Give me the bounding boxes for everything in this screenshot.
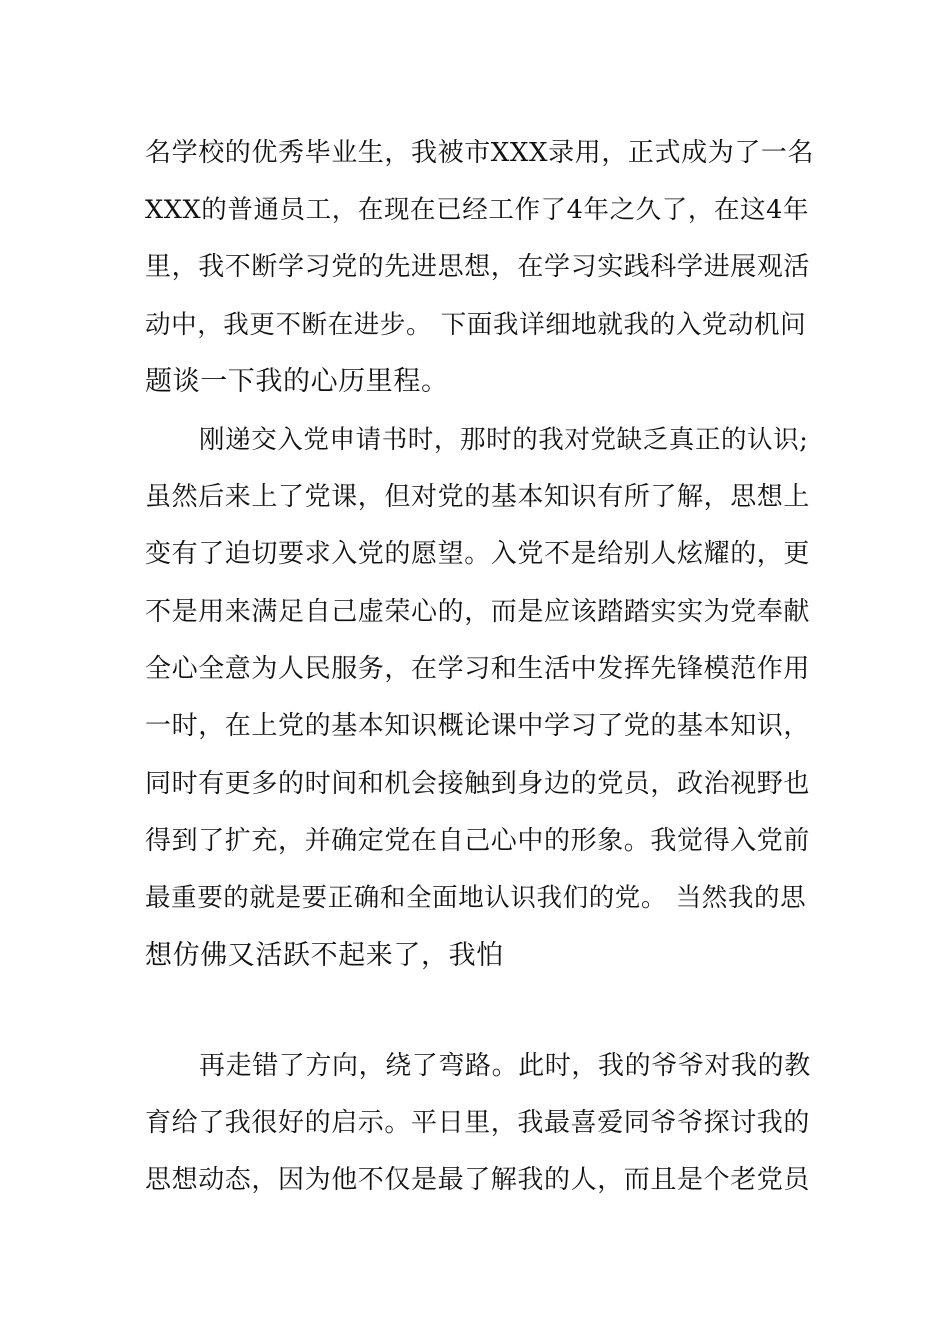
- text-line: XXX的普通员工，在现在已经工作了4年之久了，在这4年: [145, 195, 810, 225]
- text-line: 想仿佛又活跃不起来了，我怕: [145, 940, 504, 971]
- text-line: 育给了我很好的启示。平日里，我最喜爱同爷爷探讨我的: [145, 1108, 811, 1138]
- text-line: 最重要的就是要正确和全面地认识我们的党。 当然我的思: [145, 883, 807, 913]
- text-line: 全心全意为人民服务，在学习和生活中发挥先锋模范作用: [145, 654, 811, 684]
- text-line: 一时，在上党的基本知识概论课中学习了党的基本知识，: [145, 711, 811, 741]
- text-line: 里，我不断学习党的先进思想，在学习实践科学进展观活: [145, 252, 811, 282]
- text-line: 思想动态，因为他不仅是最了解我的人，而且是个老党员: [145, 1165, 811, 1195]
- text-line: 同时有更多的时间和机会接触到身边的党员，政治视野也: [145, 769, 811, 799]
- text-line: 再走错了方向，绕了弯路。此时，我的爷爷对我的教: [199, 1051, 811, 1081]
- text-line: 得到了扩充，并确定党在自己心中的形象。我觉得入党前: [145, 826, 811, 856]
- text-line: 名学校的优秀毕业生，我被市XXX录用，正式成为了一名: [145, 138, 815, 168]
- text-line: 题谈一下我的心历里程。: [145, 366, 449, 397]
- text-line: 刚递交入党申请书时，那时的我对党缺乏真正的认识;: [199, 425, 809, 455]
- text-line: 动中，我更不断在进步。 下面我详细地就我的入党动机问: [145, 310, 807, 340]
- text-line: 虽然后来上了党课，但对党的基本知识有所了解，思想上: [145, 482, 811, 512]
- text-line: 不是用来满足自己虚荣心的，而是应该踏踏实实为党奉献: [145, 597, 811, 627]
- text-line: 变有了迫切要求入党的愿望。入党不是给别人炫耀的，更: [145, 539, 811, 569]
